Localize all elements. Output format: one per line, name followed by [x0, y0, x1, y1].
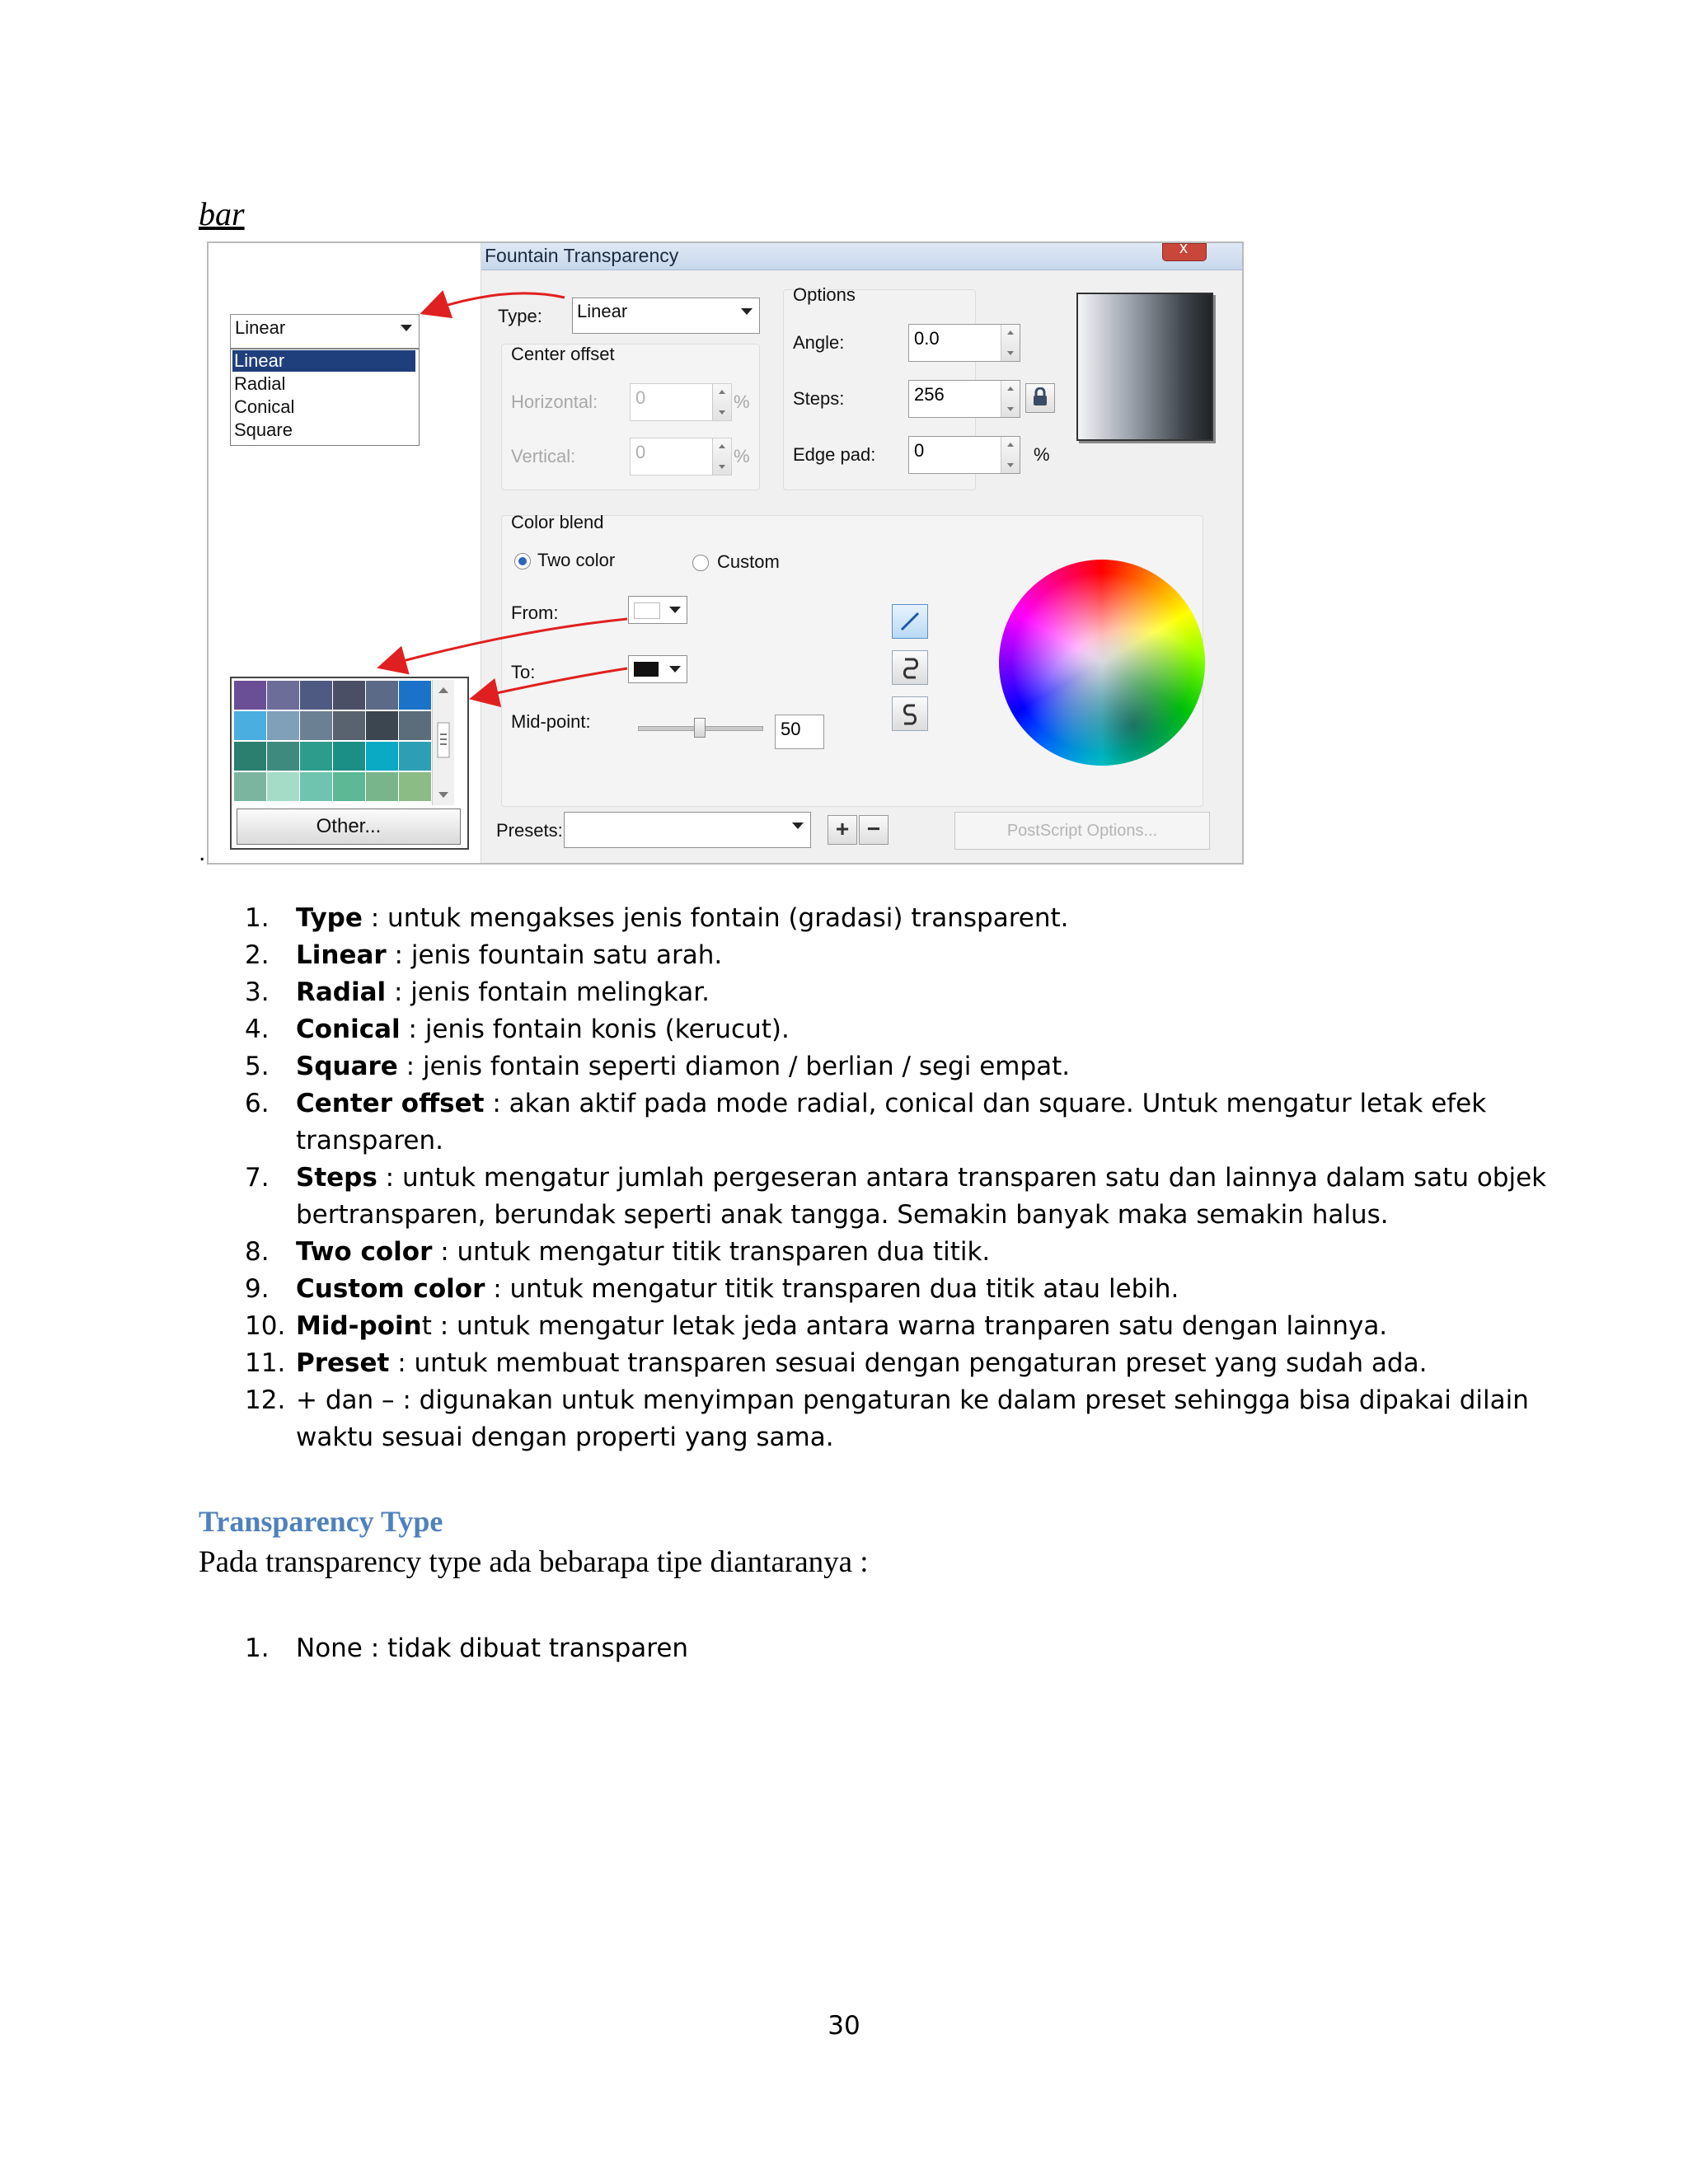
type-option-conical[interactable]: Conical	[234, 396, 295, 417]
two-color-label: Two color	[537, 550, 616, 570]
vertical-value: 0	[635, 442, 646, 462]
midpoint-label: Mid-point:	[511, 711, 591, 732]
color-blend-label: Color blend	[511, 512, 604, 532]
list-item-text: + dan – : digunakan untuk menyimpan pengaturan ke dalam preset sehingga bisa dipakai dilain waktu sesuai dengan properti yang sama.	[296, 1385, 1529, 1452]
type-list	[199, 1630, 688, 1667]
edge-pad-percent: %	[1034, 444, 1050, 465]
list-item-text: : jenis fontain konis (kerucut).	[400, 1015, 790, 1044]
options-label: Options	[793, 284, 856, 305]
from-label: From:	[511, 602, 559, 623]
list-item-text: None : tidak dibuat transparen	[296, 1633, 689, 1663]
to-label: To:	[511, 662, 536, 682]
list-item	[199, 1630, 688, 1667]
list-item-number: 4.	[245, 1015, 270, 1044]
postscript-options-button[interactable]: PostScript Options...	[954, 812, 1210, 850]
section-title: Transparency Type	[199, 1505, 443, 1538]
list-item-number: 10.	[245, 1311, 286, 1341]
list-item	[199, 1382, 1600, 1456]
page-number: 30	[828, 2011, 860, 2041]
type-select-value: Linear	[577, 301, 628, 321]
list-item-text: t : untuk mengatur letak jeda antara warna tranparen satu dengan lainnya.	[421, 1311, 1388, 1341]
midpoint-value: 50	[781, 719, 801, 739]
vertical-percent: %	[734, 446, 750, 466]
list-item	[199, 1271, 1600, 1308]
list-item-number: 12.	[245, 1385, 286, 1415]
list-item	[199, 1048, 1600, 1085]
steps-value: 256	[914, 384, 945, 405]
list-item-text: : jenis fontain seperti diamon / berlian / segi empat.	[397, 1052, 1071, 1081]
list-item-text: : jenis fountain satu arah.	[386, 940, 723, 970]
list-item-number: 11.	[245, 1348, 286, 1378]
list-item-text: : jenis fontain melingkar.	[386, 977, 710, 1007]
list-item-number: 9.	[245, 1274, 270, 1304]
list-item	[199, 1011, 1600, 1048]
list-item-number: 3.	[245, 977, 270, 1007]
list-item-number: 8.	[245, 1237, 270, 1267]
type-option-linear[interactable]: Linear	[232, 350, 415, 372]
list-item-number: 6.	[245, 1089, 270, 1118]
list-item-text: : untuk mengatur jumlah pergeseran antara transparen satu dan lainnya dalam satu objek bertransparen, berundak seperti anak tangga. Semakin banyak maka semakin halus.	[296, 1163, 1547, 1230]
list-item	[199, 1085, 1600, 1160]
center-offset-label: Center offset	[511, 344, 615, 364]
lead-word: bar	[199, 195, 245, 232]
list-item-text: : akan aktif pada mode radial, conical dan square. Untuk mengatur letak efek transparen.	[296, 1089, 1487, 1155]
list-item-number: 7.	[245, 1163, 270, 1193]
dialog-title: Fountain Transparency	[485, 245, 679, 266]
list-item-text: : untuk mengatur titik transparen dua titik.	[432, 1237, 991, 1267]
edge-pad-label: Edge pad:	[793, 444, 876, 465]
list-item	[199, 1345, 1600, 1382]
list-item	[199, 974, 1600, 1011]
list-item-term: Custom color	[296, 1274, 485, 1304]
edge-pad-value: 0	[914, 440, 925, 461]
list-item-text: : untuk mengatur titik transparen dua titik atau lebih.	[485, 1274, 1179, 1304]
annotation-arrows	[209, 243, 1242, 863]
list-item-number: 1.	[245, 903, 270, 933]
list-item-term: Type	[296, 903, 363, 933]
angle-value: 0.0	[914, 328, 940, 349]
section-intro: Pada transparency type ada bebarapa tipe diantaranya :	[199, 1545, 869, 1579]
list-item-term: Steps	[296, 1163, 377, 1193]
arrow-to-color	[474, 668, 627, 698]
fountain-transparency-figure	[207, 241, 1244, 865]
custom-label: Custom	[717, 551, 780, 572]
type-option-radial[interactable]: Radial	[234, 373, 286, 394]
list-item-number: 5.	[245, 1052, 270, 1081]
trailing-dot: .	[199, 839, 206, 866]
list-item-term: Radial	[296, 977, 387, 1007]
other-color-button[interactable]: Other...	[237, 808, 461, 845]
list-item-text: : untuk mengakses jenis fontain (gradasi) transparent.	[362, 903, 1069, 933]
angle-label: Angle:	[793, 332, 845, 353]
list-item-term: Linear	[296, 940, 387, 970]
list-item-number: 1.	[245, 1633, 270, 1663]
list-item-term: Mid-poin	[296, 1311, 422, 1341]
steps-label: Steps:	[793, 388, 845, 409]
type-label: Type:	[498, 306, 542, 326]
list-item-term: Square	[296, 1052, 398, 1081]
list-item-text: : untuk membuat transparen sesuai dengan pengaturan preset yang sudah ada.	[389, 1348, 1428, 1378]
add-preset-button[interactable]: +	[828, 815, 857, 845]
list-item-term: Two color	[296, 1237, 433, 1267]
arrow-from-color	[382, 619, 627, 667]
remove-preset-button[interactable]: −	[859, 815, 889, 845]
list-item	[199, 1234, 1600, 1271]
list-item	[199, 900, 1600, 937]
presets-label: Presets:	[496, 820, 563, 841]
list-item	[199, 937, 1600, 974]
horizontal-label: Horizontal:	[511, 391, 598, 412]
list-item-term: Preset	[296, 1348, 390, 1378]
list-item-term: Center offset	[296, 1089, 485, 1118]
arrow-to-type-list	[424, 293, 565, 312]
list-item-number: 2.	[245, 940, 270, 970]
list-item	[199, 1160, 1600, 1234]
list-item-term: Conical	[296, 1015, 401, 1044]
type-option-square[interactable]: Square	[234, 419, 293, 440]
description-list	[199, 900, 1600, 1456]
horizontal-value: 0	[635, 387, 646, 408]
vertical-label: Vertical:	[511, 446, 576, 466]
list-item	[199, 1308, 1600, 1345]
horizontal-percent: %	[734, 391, 750, 412]
type-dropdown-value: Linear	[235, 317, 286, 338]
